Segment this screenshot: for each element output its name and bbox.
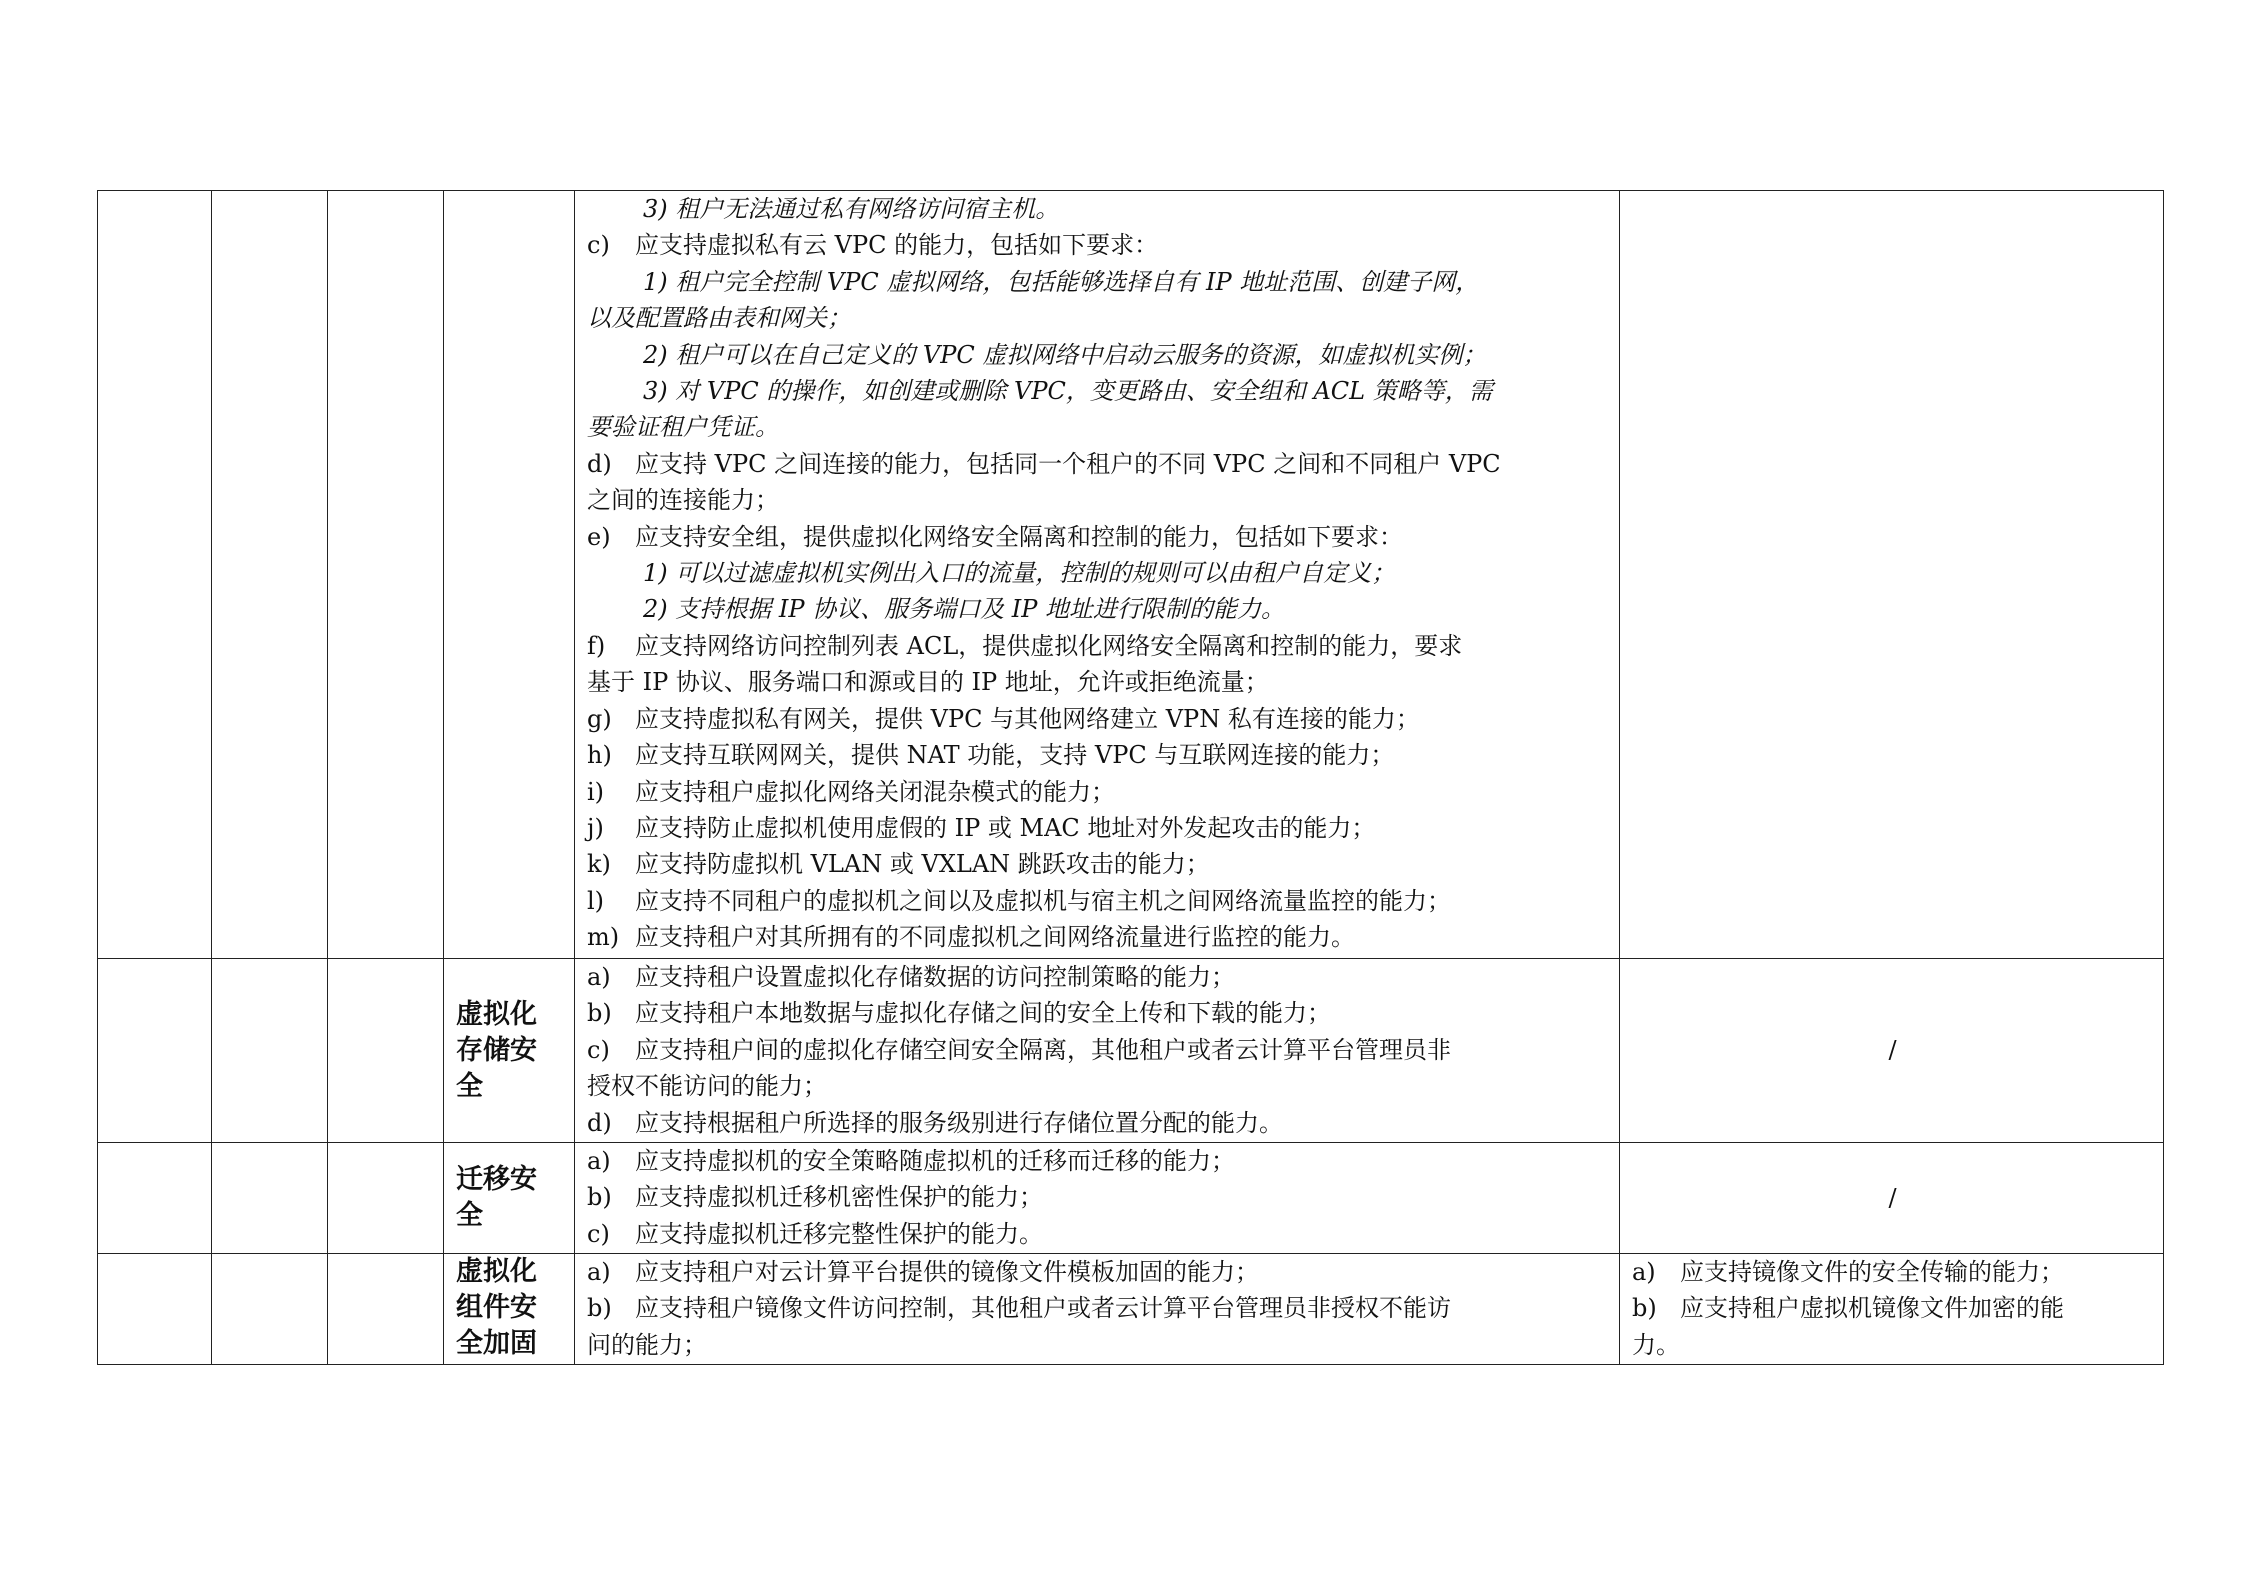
requirement-line (587, 774, 1609, 810)
requirement-line (587, 1254, 1609, 1290)
category-label-line: 全加固 (456, 1328, 537, 1359)
item-label: a) (587, 1147, 611, 1175)
item-label: c) (587, 231, 610, 260)
empty-cell (328, 191, 444, 959)
requirement-line (587, 701, 1609, 737)
item-text: 应支持网络访问控制列表 ACL，提供虚拟化网络安全隔离和控制的能力，要求 (635, 631, 1463, 660)
item-text: 基于 IP 协议、服务端口和源或目的 IP 地址，允许或拒绝流量； (587, 668, 1269, 697)
item-label: a) (587, 963, 611, 991)
item-text: 应支持镜像文件的安全传输的能力； (1680, 1258, 2064, 1286)
item-text: 之间的连接能力； (587, 486, 779, 515)
item-text: 应支持租户本地数据与虚拟化存储之间的安全上传和下载的能力； (635, 999, 1331, 1028)
item-label: e) (587, 522, 611, 551)
item-label: g) (587, 704, 612, 733)
item-text: 应支持防虚拟机 VLAN 或 VXLAN 跳跃攻击的能力； (635, 850, 1210, 879)
item-text: 应支持租户间的虚拟化存储空间安全隔离，其他租户或者云计算平台管理员非 (635, 1035, 1451, 1064)
empty-cell (212, 1143, 328, 1254)
item-text: 应支持不同租户的虚拟机之间以及虚拟机与宿主机之间网络流量监控的能力； (635, 886, 1451, 915)
requirement-line (587, 519, 1609, 555)
migration-note-cell: / (1620, 1143, 2164, 1254)
requirement-line (587, 555, 1609, 591)
requirement-line (587, 1105, 1609, 1141)
network-requirements-list (587, 191, 1609, 956)
item-text: 2) 租户可以在自己定义的 VPC 虚拟网络中启动云服务的资源，如虚拟机实例； (643, 340, 1487, 369)
empty-cell (212, 959, 328, 1143)
empty-cell (212, 1254, 328, 1365)
item-text: 3) 租户无法通过私有网络访问宿主机。 (643, 195, 1060, 223)
storage-requirements-cell (575, 959, 1620, 1143)
item-text: 以及配置路由表和网关； (587, 304, 851, 333)
requirement-line (587, 995, 1609, 1031)
component-note-list (1632, 1254, 2153, 1363)
item-text: 应支持租户镜像文件访问控制，其他租户或者云计算平台管理员非授权不能访 (635, 1294, 1451, 1323)
item-text: 应支持虚拟机的安全策略随虚拟机的迁移而迁移的能力； (635, 1147, 1235, 1175)
item-text: 应支持租户对其所拥有的不同虚拟机之间网络流量进行监控的能力。 (635, 923, 1355, 952)
requirement-line (1632, 1327, 2153, 1363)
item-text: 应支持租户虚拟化网络关闭混杂模式的能力； (635, 777, 1115, 806)
item-text: 应支持租户设置虚拟化存储数据的访问控制策略的能力； (635, 963, 1235, 991)
item-text: 应支持根据租户所选择的服务级别进行存储位置分配的能力。 (635, 1108, 1283, 1137)
empty-cell (212, 191, 328, 959)
requirement-line (587, 264, 1609, 300)
item-label: d) (587, 449, 612, 478)
item-label: b) (1632, 1294, 1657, 1323)
item-text: 1) 租户完全控制 VPC 虚拟网络，包括能够选择自有 IP 地址范围、创建子网， (643, 267, 1480, 296)
table-row-component (98, 1254, 2164, 1365)
category-lines (456, 997, 568, 1105)
item-text: 3) 对 VPC 的操作，如创建或删除 VPC，变更路由、安全组和 ACL 策略等，需 (643, 377, 1493, 406)
category-lines (456, 1162, 568, 1234)
item-text: 应支持租户虚拟机镜像文件加密的能 (1680, 1294, 2064, 1323)
item-text: 授权不能访问的能力； (587, 1072, 827, 1101)
note-cell (1620, 191, 2164, 959)
item-text: 力。 (1632, 1330, 1680, 1359)
requirement-line (587, 810, 1609, 846)
item-label: a) (587, 1258, 611, 1286)
category-cell-component (444, 1254, 575, 1365)
item-label: b) (587, 999, 612, 1028)
storage-note-cell: / (1620, 959, 2164, 1143)
requirements-table (97, 190, 2164, 1365)
empty-cell (328, 1143, 444, 1254)
requirement-line (587, 1327, 1609, 1363)
category-label-line: 迁移安 (456, 1164, 537, 1195)
item-text: 应支持虚拟私有网关，提供 VPC 与其他网络建立 VPN 私有连接的能力； (635, 704, 1420, 733)
item-text: 问的能力； (587, 1330, 707, 1359)
requirement-line (587, 919, 1609, 955)
requirement-line (587, 409, 1609, 445)
item-label: j) (587, 813, 604, 842)
requirement-line (587, 1179, 1609, 1215)
category-label-line: 存储安 (456, 1034, 537, 1066)
empty-cell (328, 1254, 444, 1365)
migration-requirements-list (587, 1143, 1609, 1252)
requirement-line (587, 300, 1609, 336)
requirement-line (587, 482, 1609, 518)
category-label-line: 虚拟化 (456, 998, 537, 1030)
requirement-line (587, 664, 1609, 700)
requirement-line (1632, 1254, 2153, 1290)
item-text: 应支持虚拟机迁移完整性保护的能力。 (635, 1219, 1043, 1248)
item-label: k) (587, 850, 611, 879)
item-label: i) (587, 777, 605, 806)
item-label: b) (587, 1294, 612, 1323)
requirement-line (587, 191, 1609, 227)
item-text: 应支持防止虚拟机使用虚假的 IP 或 MAC 地址对外发起攻击的能力； (635, 813, 1376, 842)
requirement-line (587, 846, 1609, 882)
category-label-line: 虚拟化 (456, 1256, 537, 1287)
item-text: 应支持互联网网关，提供 NAT 功能，支持 VPC 与互联网连接的能力； (635, 741, 1395, 770)
item-label: h) (587, 741, 612, 770)
requirement-line (587, 959, 1609, 995)
item-label: l) (587, 886, 605, 915)
requirement-line (587, 373, 1609, 409)
component-note-cell (1620, 1254, 2164, 1365)
item-text: 2) 支持根据 IP 协议、服务端口及 IP 地址进行限制的能力。 (643, 595, 1286, 624)
table-row-network (98, 191, 2164, 959)
item-label: d) (587, 1108, 612, 1137)
empty-cell (98, 959, 212, 1143)
requirement-line (587, 337, 1609, 373)
item-text: 应支持 VPC 之间连接的能力，包括同一个租户的不同 VPC 之间和不同租户 VPC (635, 449, 1501, 478)
item-text: 应支持虚拟机迁移机密性保护的能力； (635, 1183, 1043, 1212)
category-label-line: 全 (456, 1200, 483, 1231)
requirement-line (587, 1068, 1609, 1104)
requirement-line (587, 591, 1609, 627)
requirement-line (587, 883, 1609, 919)
requirement-line (587, 1032, 1609, 1068)
category-cell-migration (444, 1143, 575, 1254)
requirement-line (587, 628, 1609, 664)
item-text: 应支持虚拟私有云 VPC 的能力，包括如下要求： (635, 231, 1159, 260)
storage-requirements-list (587, 959, 1609, 1141)
item-text: 要验证租户凭证。 (587, 413, 779, 442)
category-cell-storage (444, 959, 575, 1143)
requirement-line (587, 1290, 1609, 1326)
requirement-line (587, 737, 1609, 773)
category-label-line: 全 (456, 1070, 483, 1102)
item-label: c) (587, 1219, 610, 1248)
migration-requirements-cell (575, 1143, 1620, 1254)
component-requirements-cell (575, 1254, 1620, 1365)
component-requirements-list (587, 1254, 1609, 1363)
item-label: m) (587, 923, 620, 952)
requirement-line (587, 227, 1609, 263)
item-label: a) (1632, 1258, 1656, 1286)
category-cell (444, 191, 575, 959)
item-text: 应支持安全组，提供虚拟化网络安全隔离和控制的能力，包括如下要求： (635, 522, 1403, 551)
table-row-storage (98, 959, 2164, 1143)
network-requirements-cell (575, 191, 1620, 959)
requirement-line (1632, 1290, 2153, 1326)
table-row-migration (98, 1143, 2164, 1254)
empty-cell (328, 959, 444, 1143)
category-lines (456, 1254, 568, 1362)
item-text: 1) 可以过滤虚拟机实例出入口的流量，控制的规则可以由租户自定义； (643, 559, 1396, 588)
item-label: f) (587, 631, 606, 660)
requirement-line (587, 1216, 1609, 1252)
item-label: c) (587, 1035, 610, 1064)
empty-cell (98, 191, 212, 959)
requirement-line (587, 1143, 1609, 1179)
item-label: b) (587, 1183, 612, 1212)
empty-cell (98, 1254, 212, 1365)
requirement-line (587, 446, 1609, 482)
empty-cell (98, 1143, 212, 1254)
category-label-line: 组件安 (456, 1292, 537, 1323)
item-text: 应支持租户对云计算平台提供的镜像文件模板加固的能力； (635, 1258, 1259, 1286)
